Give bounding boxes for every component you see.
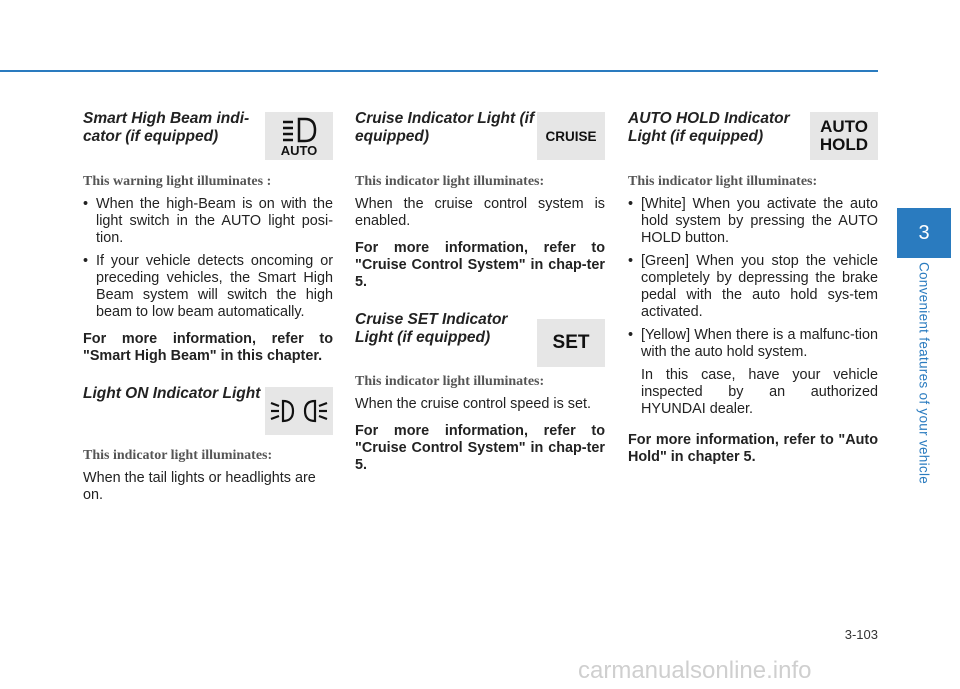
cruise-set-icon	[537, 319, 605, 367]
auto-hold-icon	[810, 112, 878, 160]
auto-icon-label: AUTO	[280, 142, 318, 158]
page-number: 3-103	[844, 627, 878, 642]
auto-hold-icon-line2: HOLD	[819, 135, 869, 154]
header-rule	[0, 70, 878, 72]
light-on-icon	[265, 387, 333, 435]
tail-light-icon	[269, 398, 329, 424]
cruise-body: When the cruise control system is enabled.	[355, 196, 605, 229]
chapter-tab	[897, 208, 951, 258]
light-on-body: When the tail lights or headlights are on.	[83, 470, 316, 503]
cruise-title: Cruise Indicator Light (if equipped)	[355, 110, 535, 145]
auto-hold-list	[628, 196, 878, 361]
auto-hold-icon-line1: AUTO	[820, 117, 868, 136]
column-3	[628, 110, 878, 466]
cruise-icon	[537, 112, 605, 160]
smart-high-beam-subtitle: This warning light illuminates :	[83, 174, 272, 189]
smart-high-beam-title: Smart High Beam indi-cator (if equipped)	[83, 110, 250, 145]
cruise-reference: For more information, refer to "Cruise Control System" in chap-ter 5.	[355, 240, 605, 290]
auto-hold-section	[628, 110, 878, 168]
chapter-number: 3	[918, 221, 930, 244]
cruise-subtitle: This indicator light illuminates:	[355, 174, 545, 189]
list-item: • When the high-Beam is on with the light switch in the AUTO light posi-tion.	[83, 196, 333, 247]
smart-high-beam-section	[83, 110, 333, 168]
auto-hold-reference: For more information, refer to "Auto Hold" in chapter 5.	[628, 432, 878, 465]
light-on-section	[83, 385, 333, 443]
list-item: • If your vehicle detects oncoming or preceding vehicles, the Smart High Beam system will switch the high beam to low beam automatically.	[83, 253, 333, 321]
cruise-set-title: Cruise SET Indicator Light (if equipped)	[355, 311, 508, 346]
column-1	[83, 110, 333, 504]
set-icon-label: SET	[552, 332, 590, 353]
smart-high-beam-icon	[265, 112, 333, 160]
watermark: carmanualsonline.info	[578, 657, 812, 684]
cruise-set-reference: For more information, refer to "Cruise Control System" in chap-ter 5.	[355, 423, 605, 473]
smart-high-beam-list	[83, 196, 333, 321]
cruise-set-body: When the cruise control speed is set.	[355, 396, 591, 412]
cruise-section	[355, 110, 605, 168]
auto-hold-subtitle: This indicator light illuminates:	[628, 174, 818, 189]
list-item: • [White] When you activate the auto hold system by pressing the AUTO HOLD button.	[628, 196, 878, 247]
list-item: • [Yellow] When there is a malfunc-tion with the auto hold system.	[628, 327, 878, 361]
high-beam-icon	[279, 116, 319, 144]
cruise-set-section	[355, 311, 605, 369]
column-2	[355, 110, 605, 474]
cruise-set-subtitle: This indicator light illuminates:	[355, 374, 545, 389]
chapter-title: Convenient features of your vehicle	[916, 261, 932, 485]
auto-hold-title: AUTO HOLD Indicator Light (if equipped)	[628, 110, 790, 145]
smart-high-beam-reference: For more information, refer to "Smart High Beam" in this chapter.	[83, 331, 333, 364]
cruise-icon-label: CRUISE	[545, 128, 597, 144]
list-item: • [Green] When you stop the vehicle completely by depressing the brake pedal with the auto hold sys-tem activated.	[628, 253, 878, 321]
light-on-subtitle: This indicator light illuminates:	[83, 448, 273, 463]
light-on-title: Light ON Indicator Light	[83, 385, 261, 402]
auto-hold-note: In this case, have your vehicle inspected by an authorized HYUNDAI dealer.	[641, 367, 878, 417]
